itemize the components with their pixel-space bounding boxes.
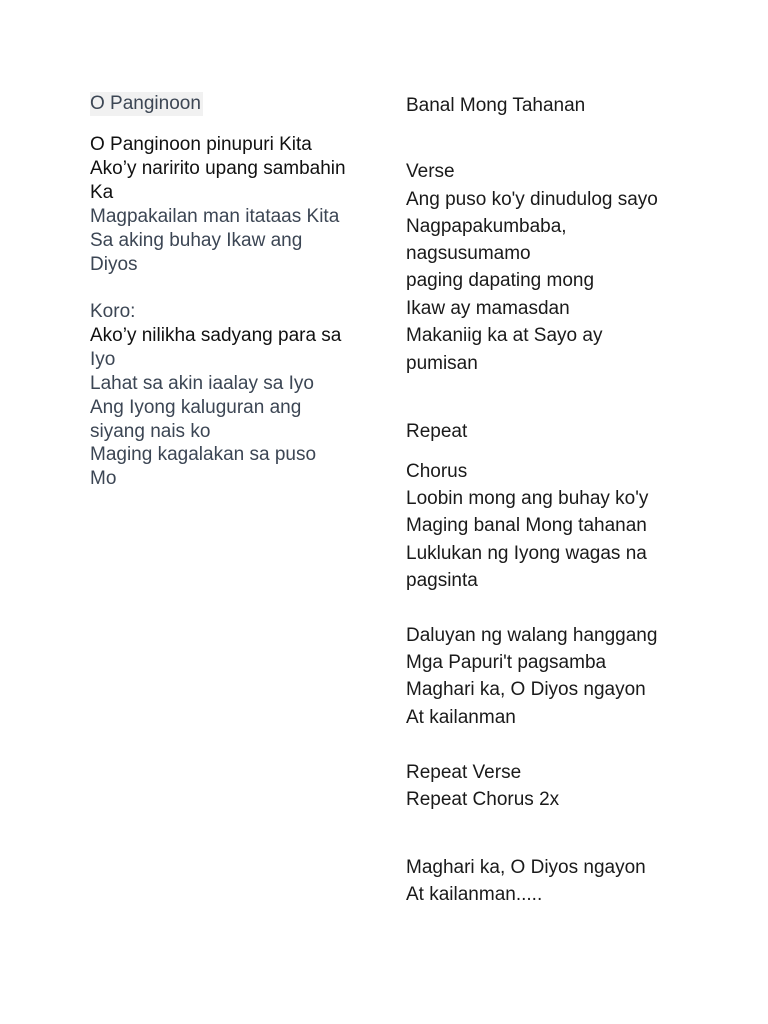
right-verse-line: Ikaw ay mamasdan	[406, 298, 570, 319]
left-verse-line: Ka	[90, 182, 114, 203]
left-chorus-line: siyang nais ko	[90, 421, 211, 442]
right-verse-line: Nagpapakumbaba,	[406, 216, 567, 237]
left-verse-line: Diyos	[90, 254, 138, 275]
right-bridge-line: At kailanman	[406, 707, 516, 728]
right-verse-line: paging dapating mong	[406, 270, 595, 291]
left-chorus-line: Lahat sa akin iaalay sa Iyo	[90, 373, 314, 394]
left-song-title: O Panginoon	[90, 93, 201, 114]
left-chorus-line: Iyo	[90, 349, 116, 370]
right-chorus-line: Luklukan ng Iyong wagas na	[406, 543, 647, 564]
right-chorus-line: Maging banal Mong tahanan	[406, 515, 647, 536]
left-verse-line: Sa aking buhay Ikaw ang	[90, 230, 303, 251]
right-ending-line: Maghari ka, O Diyos ngayon	[406, 857, 646, 878]
right-bridge-line: Maghari ka, O Diyos ngayon	[406, 679, 646, 700]
left-verse-line: Magpakailan man itataas Kita	[90, 206, 340, 227]
left-chorus-line: Maging kagalakan sa puso	[90, 444, 317, 465]
right-chorus-line: Loobin mong ang buhay ko'y	[406, 488, 649, 509]
right-verse-line: pumisan	[406, 353, 478, 374]
right-repeat-verse: Repeat Verse	[406, 762, 522, 783]
right-verse-line: Ang puso ko'y dinudulog sayo	[406, 189, 658, 210]
right-chorus-label: Chorus	[406, 461, 468, 482]
right-repeat-label: Repeat	[406, 421, 468, 442]
right-verse-line: nagsusumamo	[406, 243, 531, 264]
right-bridge-line: Daluyan ng walang hanggang	[406, 625, 658, 646]
right-bridge-line: Mga Papuri't pagsamba	[406, 652, 607, 673]
left-verse-line: Ako’y naririto upang sambahin	[90, 158, 346, 179]
left-chorus-label: Koro:	[90, 301, 136, 322]
left-chorus-line: Ako’y nilikha sadyang para sa	[90, 325, 342, 346]
right-ending-line: At kailanman.....	[406, 884, 543, 905]
left-verse-line: O Panginoon pinupuri Kita	[90, 134, 312, 155]
right-verse-label: Verse	[406, 161, 455, 182]
left-chorus-line: Ang Iyong kaluguran ang	[90, 397, 302, 418]
right-chorus-line: pagsinta	[406, 570, 478, 591]
right-song-title: Banal Mong Tahanan	[406, 95, 586, 116]
right-repeat-chorus: Repeat Chorus 2x	[406, 789, 560, 810]
right-verse-line: Makaniig ka at Sayo ay	[406, 325, 603, 346]
left-chorus-line: Mo	[90, 468, 117, 489]
